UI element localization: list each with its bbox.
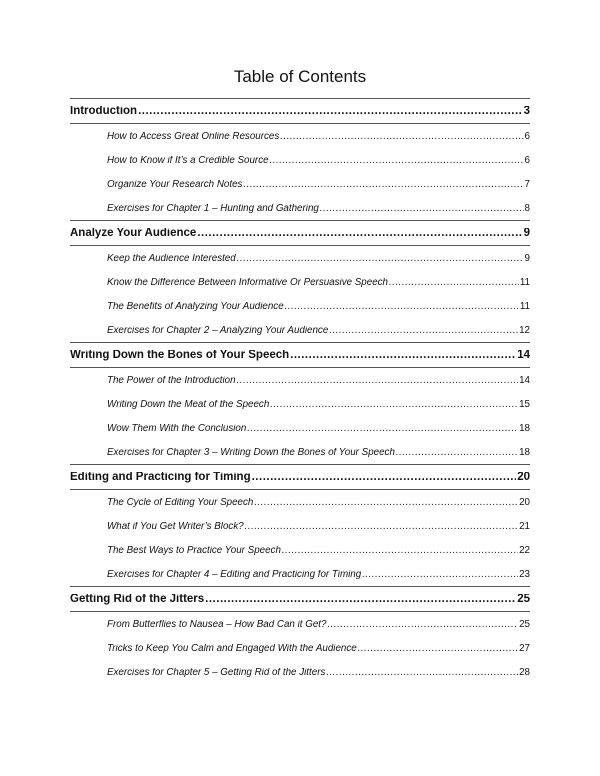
toc-section[interactable] — [70, 490, 530, 514]
section-title: Exercises for Chapter 4 – Editing and Practicing for Timing — [107, 570, 362, 581]
page-number: 9 — [523, 227, 530, 239]
dot-leader — [247, 424, 518, 434]
dot-leader — [389, 278, 519, 288]
section-title: How to Know if It’s a Credible Source — [107, 156, 269, 167]
page-number: 6 — [524, 132, 530, 143]
page-number: 15 — [519, 400, 530, 411]
page-number: 14 — [519, 376, 530, 387]
toc-chapter[interactable] — [70, 220, 530, 246]
toc-section[interactable] — [70, 196, 530, 220]
table-of-contents — [70, 98, 530, 684]
section-title: What if You Get Writer’s Block? — [107, 522, 244, 533]
toc-section[interactable] — [70, 440, 530, 464]
dot-leader — [197, 228, 522, 240]
toc-chapter[interactable] — [70, 464, 530, 490]
page-number: 8 — [524, 204, 530, 215]
toc-section[interactable] — [70, 660, 530, 684]
toc-chapter[interactable] — [70, 342, 530, 368]
toc-section[interactable] — [70, 148, 530, 172]
section-title: Exercises for Chapter 5 – Getting Rid of the Jitters — [107, 668, 326, 679]
dot-leader — [327, 620, 518, 630]
page-number: 9 — [524, 254, 530, 265]
toc-section[interactable] — [70, 562, 530, 586]
toc-section[interactable] — [70, 172, 530, 196]
page-number: 22 — [519, 546, 530, 557]
section-title: Organize Your Research Notes — [107, 180, 243, 191]
toc-section[interactable] — [70, 270, 530, 294]
chapter-title: Analyze Your Audience — [70, 227, 197, 239]
chapter-title: Writing Down the Bones of Your Speech — [70, 349, 290, 361]
section-title: Keep the Audience Interested — [107, 254, 236, 265]
section-title: Exercises for Chapter 3 – Writing Down the Bones of Your Speech — [107, 448, 395, 459]
dot-leader — [329, 326, 518, 336]
toc-section[interactable] — [70, 612, 530, 636]
chapter-title: Editing and Practicing for Timing — [70, 471, 251, 483]
toc-section[interactable] — [70, 294, 530, 318]
toc-section[interactable] — [70, 392, 530, 416]
toc-section[interactable] — [70, 318, 530, 342]
dot-leader — [282, 546, 518, 556]
toc-section[interactable] — [70, 636, 530, 660]
page-title: Table of Contents — [233, 67, 367, 86]
page-number: 21 — [519, 522, 530, 533]
dot-leader — [270, 400, 518, 410]
dot-leader — [280, 132, 523, 142]
page-number: 25 — [517, 593, 530, 605]
page-number: 14 — [517, 349, 530, 361]
section-title: The Power of the Introduction — [107, 376, 236, 387]
section-title: How to Access Great Online Resources — [107, 132, 280, 143]
section-title: Wow Them With the Conclusion — [107, 424, 247, 435]
dot-leader — [290, 350, 516, 362]
section-title: The Cycle of Editing Your Speech — [107, 498, 254, 509]
page-number: 23 — [519, 570, 530, 581]
page-number: 25 — [519, 620, 530, 631]
toc-section[interactable] — [70, 416, 530, 440]
dot-leader — [362, 570, 518, 580]
chapter-title: Introduction — [70, 105, 138, 117]
page-number: 20 — [517, 471, 530, 483]
dot-leader — [396, 448, 518, 458]
page-number: 12 — [519, 326, 530, 337]
dot-leader — [326, 668, 518, 678]
dot-leader — [285, 302, 519, 312]
toc-chapter[interactable] — [70, 586, 530, 612]
page-number: 28 — [519, 668, 530, 679]
section-title: Exercises for Chapter 2 – Analyzing Your Audience — [107, 326, 329, 337]
toc-section[interactable] — [70, 246, 530, 270]
dot-leader — [245, 522, 518, 532]
page-number: 27 — [519, 644, 530, 655]
section-title: Know the Difference Between Informative Or Persuasive Speech — [107, 278, 388, 289]
page-number: 3 — [523, 105, 530, 117]
page-number: 20 — [519, 498, 530, 509]
section-title: The Benefits of Analyzing Your Audience — [107, 302, 284, 313]
section-title: From Butterflies to Nausea – How Bad Can it Get? — [107, 620, 327, 631]
section-title: Exercises for Chapter 1 – Hunting and Gathering — [107, 204, 319, 215]
page-number: 7 — [524, 180, 530, 191]
dot-leader — [205, 594, 516, 606]
section-title: Tricks to Keep You Calm and Engaged With the Audience — [107, 644, 357, 655]
toc-chapter[interactable] — [70, 98, 530, 124]
dot-leader — [358, 644, 518, 654]
dot-leader — [254, 498, 518, 508]
chapter-title: Getting Rid of the Jitters — [70, 593, 205, 605]
page-number: 11 — [519, 302, 530, 313]
section-title: Writing Down the Meat of the Speech — [107, 400, 270, 411]
dot-leader — [138, 106, 523, 118]
toc-section[interactable] — [70, 124, 530, 148]
toc-section[interactable] — [70, 514, 530, 538]
dot-leader — [237, 376, 519, 386]
section-title: The Best Ways to Practice Your Speech — [107, 546, 281, 557]
page-number: 18 — [519, 448, 530, 459]
page-number: 11 — [519, 278, 530, 289]
page-number: 6 — [524, 156, 530, 167]
dot-leader — [320, 204, 524, 214]
dot-leader — [270, 156, 524, 166]
dot-leader — [252, 472, 517, 484]
dot-leader — [243, 180, 523, 190]
toc-section[interactable] — [70, 368, 530, 392]
dot-leader — [237, 254, 524, 264]
toc-section[interactable] — [70, 538, 530, 562]
page-number: 18 — [519, 424, 530, 435]
